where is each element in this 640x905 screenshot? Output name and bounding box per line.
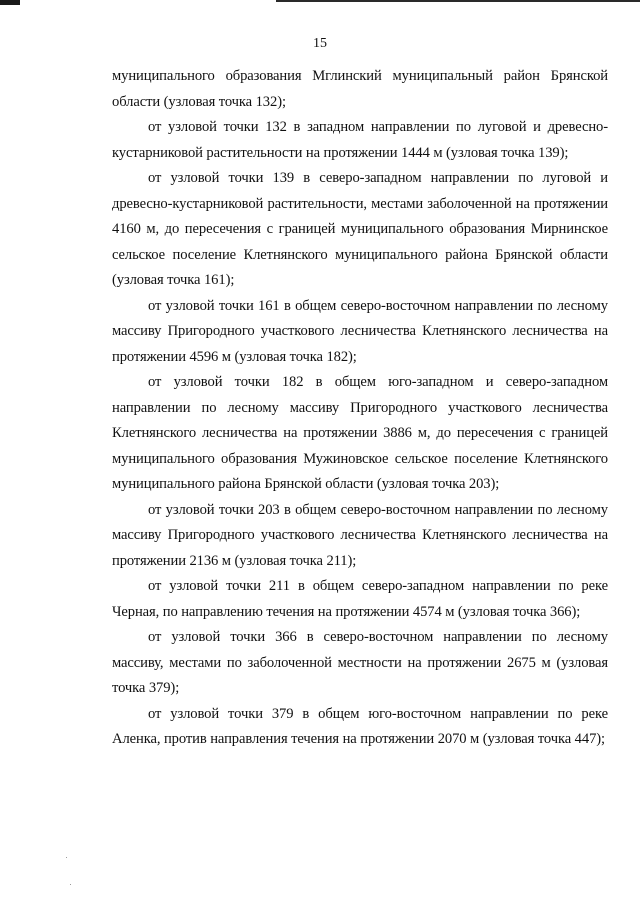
page-number: 15 [313,36,327,51]
paragraph: от узловой точки 139 в северо-западном направлении по луговой и древесно-кустарниковой растительности, местами заболоченной на протяжении 4160 м, до пересечения с границей муниципального образования Мирнинское сельское поселение Клетнянского муниципального района Брянской области (узловая точка 161); [112,170,608,288]
paragraph: от узловой точки 182 в общем юго-западном и северо-западном направлении по лесному массиву Пригородного участкового лесничества Клетнянского лесничества на протяжении 3886 м, до пересечения с границей муниципального образования Мужиновское сельское поселение Клетнянского муниципального района Брянской области (узловая точка 203); [112,374,608,492]
scan-top-border-line [276,0,640,2]
paragraph: от узловой точки 379 в общем юго-восточном направлении по реке Аленка, против направления течения на протяжении 2070 м (узловая точка 447); [112,705,608,747]
scan-edge-mark [0,0,20,5]
scan-speck [70,884,71,885]
paragraph: от узловой точки 203 в общем северо-восточном направлении по лесному массиву Пригородного участкового лесничества Клетнянского лесничества на протяжении 2136 м (узловая точка 211); [112,501,608,569]
scan-speck [66,857,67,858]
paragraph: муниципального образования Мглинский муниципальный район Брянской области (узловая точка 132); [112,68,608,110]
paragraph: от узловой точки 366 в северо-восточном направлении по лесному массиву, местами по заболоченной местности на протяжении 2675 м (узловая точка 379); [112,629,608,696]
paragraph: от узловой точки 211 в общем северо-западном направлении по реке Черная, по направлению течения на протяжении 4574 м (узловая точка 366); [112,578,608,620]
paragraph: от узловой точки 161 в общем северо-восточном направлении по лесному массиву Пригородного участкового лесничества Клетнянского лесничества на протяжении 4596 м (узловая точка 182); [112,297,608,365]
document-body [112,64,608,753]
paragraph: от узловой точки 132 в западном направлении по луговой и древесно-кустарниковой растительности на протяжении 1444 м (узловая точка 139); [112,119,608,161]
